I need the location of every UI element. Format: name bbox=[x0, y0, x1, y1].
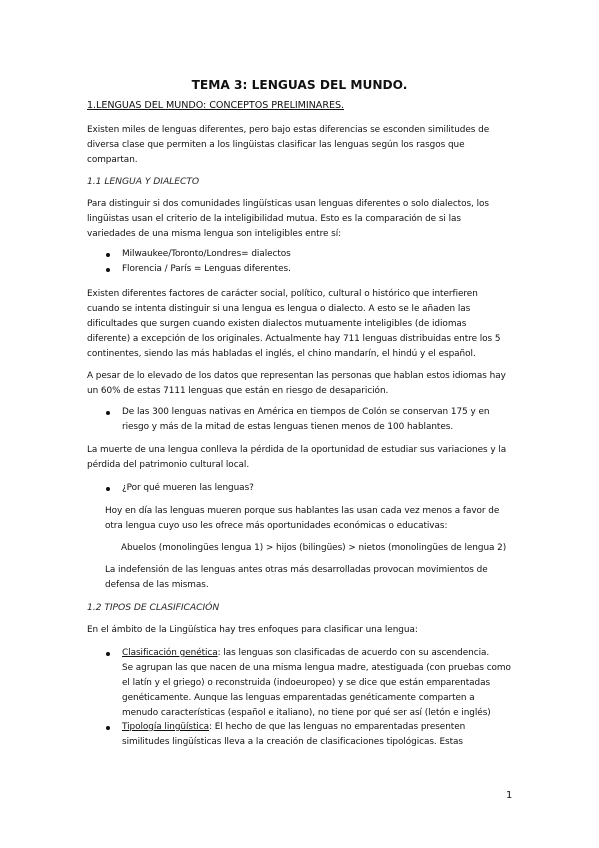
section-1-1-heading: 1.1 LENGUA Y DIALECTO bbox=[87, 176, 200, 187]
bullet-genetic bbox=[122, 648, 489, 659]
p4-line-2: pérdida del patrimonio cultural local. bbox=[87, 460, 250, 470]
genetic-line-3: genéticamente. Aunque las lenguas emparentadas genéticamente comparten a bbox=[122, 693, 475, 703]
bullet-dot bbox=[106, 268, 110, 272]
p1-line-1: Para distinguir si dos comunidades lingüísticas usan lenguas diferentes o solo dialectos, los bbox=[87, 199, 489, 209]
section-1-intro-line-3: compartan. bbox=[87, 155, 138, 165]
page-number: 1 bbox=[506, 790, 513, 801]
genetic-line-4: menudo características (español e italiano), no tiene por qué ser así (letón e inglés) bbox=[122, 708, 491, 718]
p3-line-1: A pesar de lo elevado de los datos que representan las personas que hablan estos idiomas hay bbox=[87, 371, 506, 381]
p2-line-1: Existen diferentes factores de carácter social, político, cultural o histórico que interfieren bbox=[87, 289, 478, 299]
typology-line-1: similitudes lingüísticas lleva a la creación de clasificaciones tipológicas. Estas bbox=[122, 737, 463, 747]
p2-line-2: cuando se intenta distinguir si una lengua es lengua o dialecto. A esto se le añaden las bbox=[87, 304, 471, 314]
bullet-dialects: Milwaukee/Toronto/Londres= dialectos bbox=[122, 249, 291, 259]
section-1-2-heading: 1.2 TIPOS DE CLASIFICACIÓN bbox=[87, 602, 220, 613]
p3-line-2: un 60% de estas 7111 lenguas que están en riesgo de desaparición. bbox=[87, 386, 389, 396]
p2-line-5: continentes, siendo las más habladas el inglés, el chino mandarín, el hindú y el español. bbox=[87, 349, 476, 359]
document-title: TEMA 3: LENGUAS DEL MUNDO. bbox=[191, 78, 408, 92]
bullet-dot bbox=[106, 253, 110, 257]
p5-line-1: Hoy en día las lenguas mueren porque sus hablantes las usan cada vez menos a favor de bbox=[105, 506, 500, 516]
p5-line-2: otra lengua cuyo uso les ofrece más oportunidades económicas o educativas: bbox=[105, 521, 448, 531]
section-1-intro-line-1: Existen miles de lenguas diferentes, pero bajo estas diferencias se esconden similitudes de bbox=[87, 125, 490, 135]
typology-term: Tipología lingüística bbox=[122, 722, 210, 732]
p4-line-1: La muerte de una lengua conlleva la pérdida de la oportunidad de estudiar sus variaciones y la bbox=[87, 445, 507, 455]
genetic-classification-def: : las lenguas son clasificadas de acuerdo con su ascendencia. bbox=[217, 648, 490, 658]
bullet-languages: Florencia / París = Lenguas diferentes. bbox=[122, 264, 291, 274]
bullet-america-line-1: De las 300 lenguas nativas en América en tiempos de Colón se conservan 175 y en bbox=[122, 407, 490, 417]
genetic-classification-term: Clasificación genética bbox=[122, 648, 218, 658]
p2-line-4: diferente) a excepción de los originales. Actualmente hay 711 lenguas distribuidas entre los 5 bbox=[87, 334, 501, 344]
bullet-why-die: ¿Por qué mueren las lenguas? bbox=[122, 483, 254, 493]
bullet-dot bbox=[106, 487, 110, 491]
section-1-intro-line-2: diversa clase que permiten a los lingüistas clasificar las lenguas según los rasgos que bbox=[87, 140, 465, 150]
p2-line-3: dificultades que surgen cuando existen dialectos mutuamente inteligibles (de idiomas bbox=[87, 319, 467, 329]
genetic-line-2: el latín y el griego) o reconstruida (indoeuropeo) y se dice que están emparentadas bbox=[122, 678, 491, 688]
generations-example: Abuelos (monolingües lengua 1) > hijos (bilingües) > nietos (monolingües de lengua 2) bbox=[121, 543, 507, 553]
section-1-heading: 1.LENGUAS DEL MUNDO: CONCEPTOS PRELIMINARES. bbox=[87, 100, 344, 111]
genetic-line-1: Se agrupan las que nacen de una misma lengua madre, atestiguada (con pruebas como bbox=[122, 663, 511, 673]
bullet-dot bbox=[106, 726, 110, 730]
p6-line-2: defensa de las mismas. bbox=[105, 580, 209, 590]
bullet-dot bbox=[106, 411, 110, 415]
p1-line-2: lingüistas usan el criterio de la inteligibilidad mutua. Esto es la comparación de si las bbox=[87, 214, 461, 224]
bullet-typology bbox=[122, 722, 465, 733]
bullet-america-line-2: riesgo y más de la mitad de estas lenguas tienen menos de 100 hablantes. bbox=[122, 422, 454, 432]
p6-line-1: La indefensión de las lenguas antes otras más desarrolladas provocan movimientos de bbox=[105, 565, 488, 575]
section-1-2-intro: En el ámbito de la Lingüística hay tres enfoques para clasificar una lengua: bbox=[87, 625, 418, 635]
bullet-dot bbox=[106, 652, 110, 656]
p1-line-3: variedades de una misma lengua son inteligibles entre sí: bbox=[87, 229, 342, 239]
typology-def: : El hecho de que las lenguas no emparentadas presenten bbox=[209, 722, 466, 732]
